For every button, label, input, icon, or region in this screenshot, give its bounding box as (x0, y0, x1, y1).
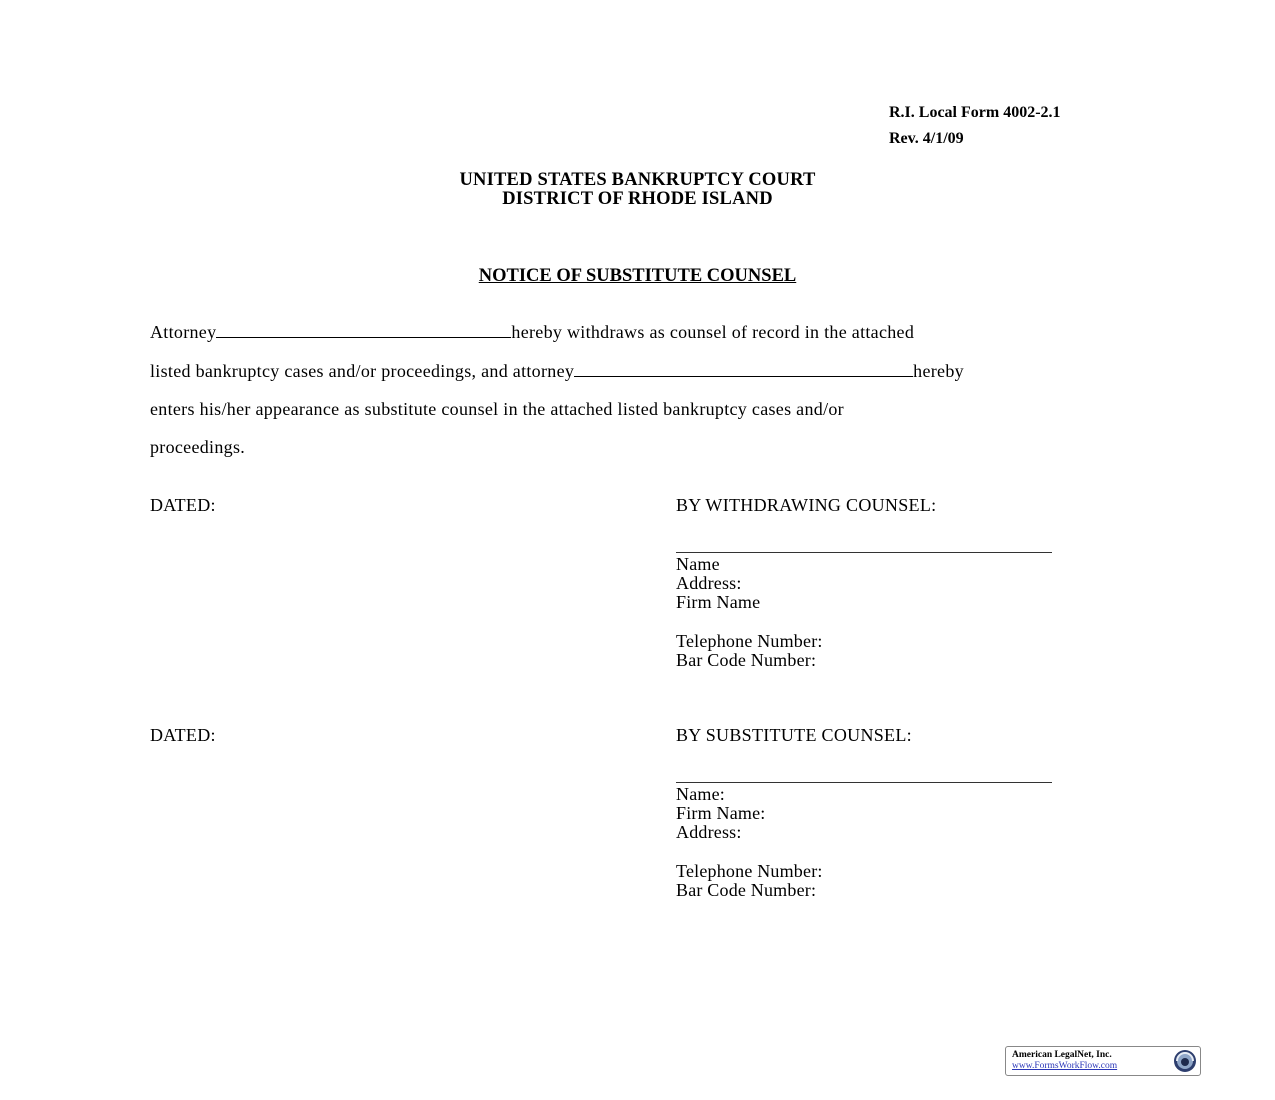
badge-company-name: American LegalNet, Inc. (1012, 1050, 1112, 1060)
substitute-field-firm: Firm Name: (676, 803, 766, 823)
form-number: R.I. Local Form 4002-2.1 (889, 104, 1061, 121)
substitute-attorney-blank[interactable] (574, 362, 913, 377)
american-legalnet-badge[interactable] (1005, 1046, 1201, 1076)
globe-logo-icon (1173, 1049, 1197, 1073)
body-text: Attorney (150, 322, 217, 342)
body-line-4: proceedings. (150, 437, 246, 457)
substitute-field-barcode: Bar Code Number: (676, 880, 817, 900)
body-text: listed bankruptcy cases and/or proceedings, and attorney (150, 361, 575, 381)
document-title: NOTICE OF SUBSTITUTE COUNSEL (478, 266, 797, 286)
form-revision: Rev. 4/1/09 (889, 130, 964, 147)
body-line-1 (150, 322, 914, 343)
substitute-signature-line[interactable] (676, 782, 1052, 783)
body-text: hereby withdraws as counsel of record in the attached (511, 322, 915, 342)
substitute-dated-label: DATED: (150, 725, 216, 745)
withdrawing-field-address: Address: (676, 573, 742, 593)
substitute-counsel-heading: BY SUBSTITUTE COUNSEL: (676, 725, 912, 745)
body-text: hereby (913, 361, 964, 381)
substitute-field-telephone: Telephone Number: (676, 861, 823, 881)
court-name: UNITED STATES BANKRUPTCY COURT (459, 170, 816, 190)
withdrawing-field-firm: Firm Name (676, 592, 761, 612)
body-line-3: enters his/her appearance as substitute counsel in the attached listed bankruptcy cases and/or (150, 399, 844, 419)
withdrawing-field-telephone: Telephone Number: (676, 631, 823, 651)
withdrawing-signature-line[interactable] (676, 552, 1052, 553)
withdrawing-attorney-blank[interactable] (216, 323, 511, 338)
body-line-2 (150, 361, 964, 382)
withdrawing-field-name: Name (676, 554, 720, 574)
withdrawing-counsel-heading: BY WITHDRAWING COUNSEL: (676, 495, 937, 515)
substitute-field-address: Address: (676, 822, 742, 842)
substitute-field-name: Name: (676, 784, 725, 804)
badge-url-link[interactable]: www.FormsWorkFlow.com (1012, 1061, 1118, 1071)
court-district: DISTRICT OF RHODE ISLAND (502, 189, 773, 209)
withdrawing-dated-label: DATED: (150, 495, 216, 515)
withdrawing-field-barcode: Bar Code Number: (676, 650, 817, 670)
